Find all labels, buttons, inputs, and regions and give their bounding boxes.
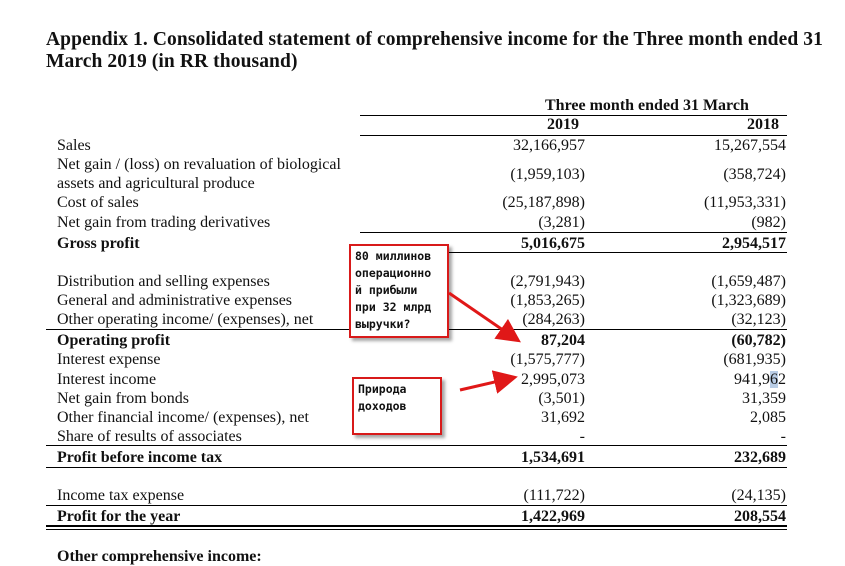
table-row-label-line2: assets and agricultural produce — [57, 175, 255, 192]
table-row-value-2018: (24,135) — [731, 487, 786, 504]
table-row-label: Operating profit — [57, 332, 171, 349]
table-row-label: Net gain from bonds — [57, 390, 189, 407]
table-row-value-2019: (25,187,898) — [502, 194, 585, 211]
table-row-value-2018: 2,954,517 — [722, 235, 786, 252]
table-row-label: Profit before income tax — [57, 449, 223, 466]
table-row-label: Share of results of associates — [57, 428, 242, 445]
table-row-label: Distribution and selling expenses — [57, 273, 270, 290]
table-row-value-2019: (1,575,777) — [510, 351, 585, 368]
value-part: 2 — [778, 371, 786, 388]
section-heading-cutoff: Other comprehensive income: — [57, 548, 262, 565]
table-row-value-2019: 32,166,957 — [513, 137, 585, 154]
table-row-value-2018: (1,659,487) — [711, 273, 786, 290]
table-row-value-2019: - — [579, 428, 585, 445]
table-row-value-2019: 1,534,691 — [521, 449, 585, 466]
arrow-to-operating-profit — [449, 293, 516, 339]
table-row-label: Interest expense — [57, 351, 161, 368]
table-row-label: Income tax expense — [57, 487, 185, 504]
table-row-label: Net gain from trading derivatives — [57, 214, 271, 231]
table-row-value-2018: (11,953,331) — [703, 194, 786, 211]
table-row-value-2019: (1,959,103) — [510, 166, 585, 183]
table-row-value-2019: 31,692 — [541, 409, 585, 426]
table-row-label: Gross profit — [57, 235, 140, 252]
annotation-callout-income-nature: Природа доходов — [352, 377, 442, 435]
table-row-value-2018: (1,323,689) — [711, 292, 786, 309]
table-row-value-2019: 5,016,675 — [521, 235, 585, 252]
table-row-value-2019: (284,263) — [522, 311, 585, 328]
table-row-value-2018: 232,689 — [734, 449, 786, 466]
table-row-value-2019: (1,853,265) — [510, 292, 585, 309]
table-row-value-2019: (3,501) — [538, 390, 585, 407]
table-row-value-2019: (3,281) — [538, 214, 585, 231]
table-row-value-2018: 208,554 — [734, 508, 786, 525]
table-row-label: Interest income — [57, 371, 157, 388]
table-row-label: Cost of sales — [57, 194, 139, 211]
table-row-label: Sales — [57, 137, 91, 154]
table-row-value-2019: 87,204 — [541, 332, 585, 349]
table-row-value-2018: (982) — [751, 214, 786, 231]
table-row-label: Other financial income/ (expenses), net — [57, 409, 309, 426]
table-row-value-2018: - — [780, 428, 786, 445]
table-row-label: General and administrative expenses — [57, 292, 293, 309]
table-row-value-2018: 2,085 — [750, 409, 786, 426]
year-header-2019: 2019 — [547, 116, 579, 133]
year-header-2018: 2018 — [747, 116, 779, 133]
annotation-callout-operating-profit: 80 миллинов операционно й прибыли при 32 млрд выручки? — [349, 244, 449, 338]
table-row-value-2018: (358,724) — [723, 166, 786, 183]
period-header: Three month ended 31 March — [545, 97, 749, 114]
table-row-value-2018: (60,782) — [731, 332, 786, 349]
table-row-value-2019: 2,995,073 — [521, 371, 585, 388]
table-row-label: Other operating income/ (expenses), net — [57, 311, 314, 328]
table-row-value-2019: (2,791,943) — [510, 273, 585, 290]
arrow-to-interest-income — [460, 378, 512, 390]
table-row-value-2019: (111,722) — [523, 487, 585, 504]
table-row-value-2018: (32,123) — [731, 311, 786, 328]
table-row-value-2018: 31,359 — [742, 390, 786, 407]
statement-title: Appendix 1. Consolidated statement of comprehensive income for the Three month ended 31 March 2019 (in RR thousand) — [46, 29, 823, 72]
table-row-value-2018: 15,267,554 — [714, 137, 786, 154]
table-row-label: Net gain / (loss) on revaluation of biological — [57, 156, 341, 173]
table-row-value-2018: (681,935) — [723, 351, 786, 368]
table-row-label: Profit for the year — [57, 508, 181, 525]
value-part: 941,9 — [734, 371, 770, 388]
selected-digit-highlight: 6 — [770, 371, 778, 388]
table-row-value-2019: 1,422,969 — [521, 508, 585, 525]
